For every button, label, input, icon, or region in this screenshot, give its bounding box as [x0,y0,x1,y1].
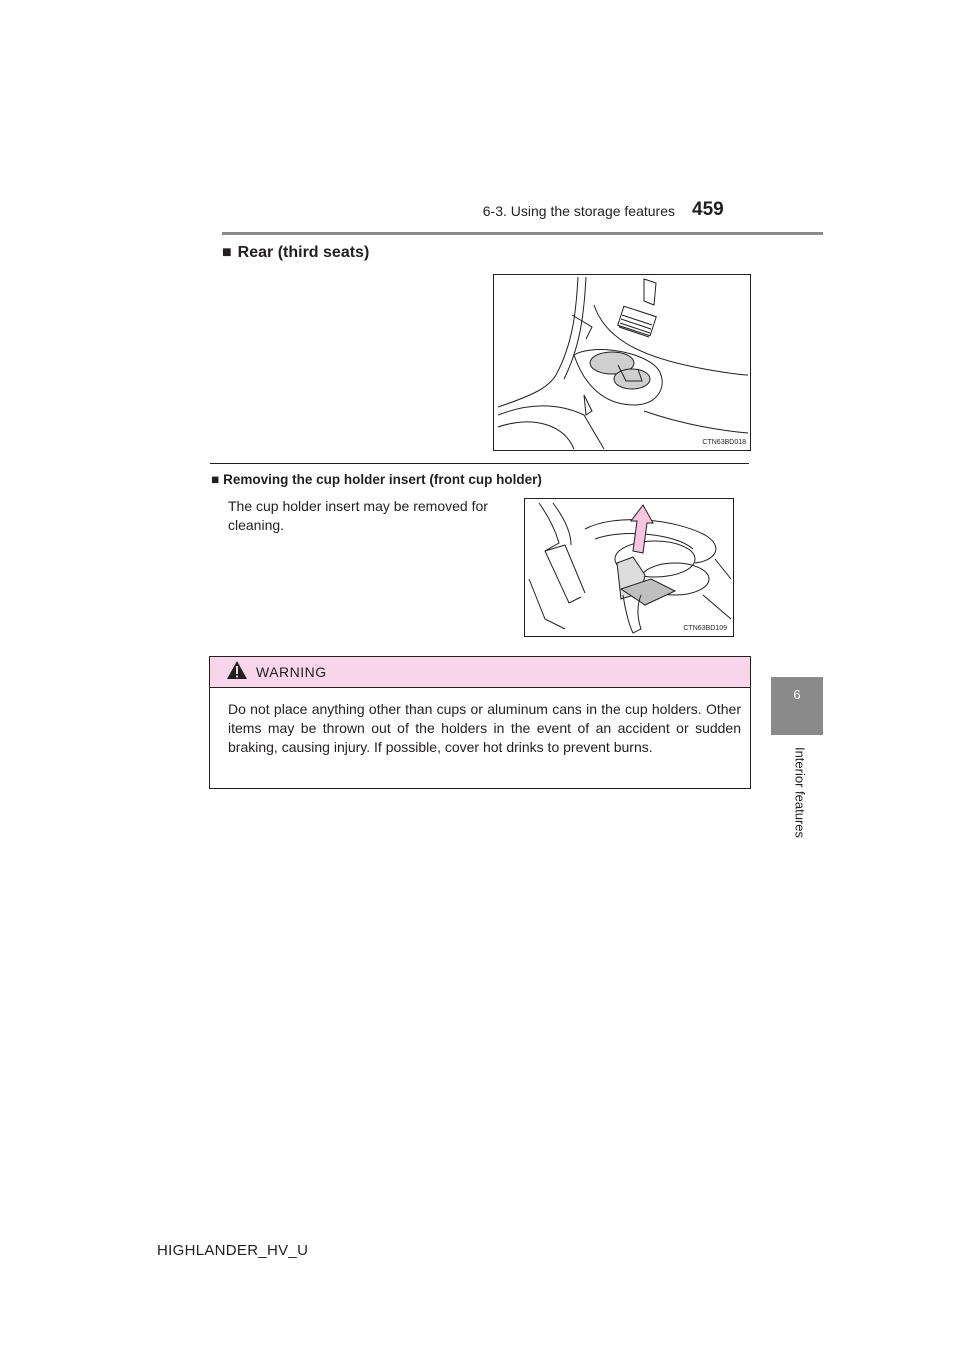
insert-description: The cup holder insert may be removed for cleaning. [228,498,488,533]
rear-heading-text: Rear (third seats) [237,244,370,261]
rear-heading [222,244,369,262]
rear-cup-holder-illustration [493,274,751,451]
warning-text: Do not place anything other than cups or aluminum cans in the cup holders. Other items may be thrown out of the holders in the event of an accident or sudden braking, causing injury. If possible, cover hot drinks to prevent burns. [228,701,741,755]
warning-box [209,656,751,789]
warning-title: WARNING [256,664,327,680]
page-number: 459 [692,199,724,220]
figure-code: CTN63BD018 [702,439,746,446]
chapter-title: Interior features [792,746,808,839]
square-bullet-icon: ■ [211,472,220,487]
section-header: 6-3. Using the storage features [482,203,675,219]
warning-header [210,657,750,688]
chapter-number: 6 [793,687,801,702]
square-bullet-icon: ■ [222,244,232,261]
insert-heading [211,472,542,487]
footer-model: HIGHLANDER_HV_U [157,1242,309,1259]
warning-triangle-icon [226,660,248,685]
insert-heading-text: Removing the cup holder insert (front cup holder) [223,472,542,487]
figure-code: CTN63BD109 [683,625,727,632]
cup-holder-insert-illustration [524,498,734,637]
subsection-rule [210,463,749,464]
header-rule [222,232,823,235]
